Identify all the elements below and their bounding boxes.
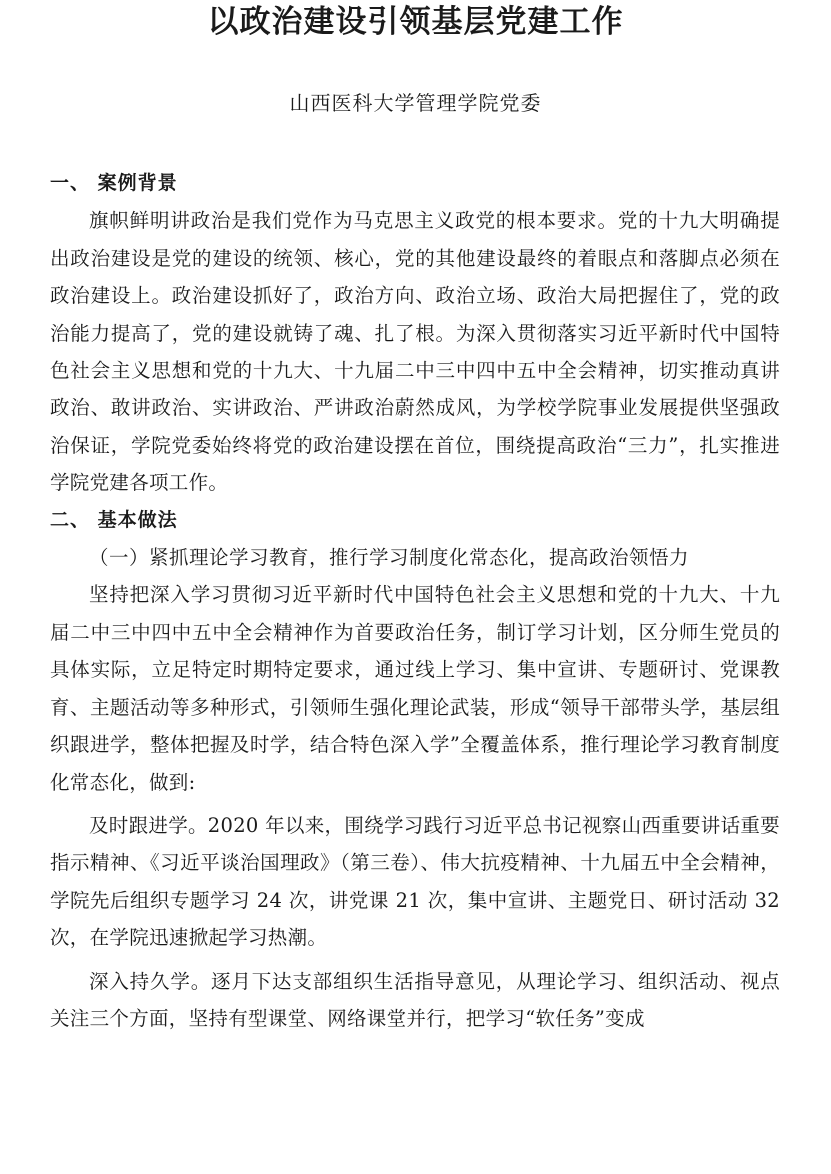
document-author: 山西医科大学管理学院党委 [289, 91, 542, 115]
practices-paragraph-3: 深入持久学。逐月下达支部组织生活指导意见，从理论学习、组织活动、视点关注三个方面，坚持有型课堂、网络课堂并行，把学习“软任务”变成 [50, 969, 780, 1030]
practices-paragraph-2: 及时跟进学。2020 年以来，围绕学习践行习近平总书记视察山西重要讲话重要指示精神、《习近平谈治国理政》（第三卷）、伟大抗疫精神、十九届五中全会精神，学院先后组织专题学习 24 次，讲党课 21 次，集中宣讲、主题党日、研讨活动 32 次，在学院迅速掀起学习热潮。 [50, 813, 780, 950]
document-body [50, 165, 780, 1037]
background-paragraph: 旗帜鲜明讲政治是我们党作为马克思主义政党的根本要求。党的十九大明确提出政治建设是党的建设的统领、核心，党的其他建设最终的着眼点和落脚点必须在政治建设上。政治建设抓好了，政治方向、政治立场、政治大局把握住了，党的政治能力提高了，党的建设就铸了魂、扎了根。为深入贯彻落实习近平新时代中国特色社会主义思想和党的十九大、十九届二中三中四中五中全会精神，切实推动真讲政治、敢讲政治、实讲政治、严讲政治蔚然成风，为学校学院事业发展提供坚强政治保证，学院党委始终将党的政治建设摆在首位，围绕提高政治“三力”，扎实推进学院党建各项工作。 [50, 209, 780, 495]
practices-paragraph-1: 坚持把深入学习贯彻习近平新时代中国特色社会主义思想和党的十九大、十九届二中三中四中五中全会精神作为首要政治任务，制订学习计划，区分师生党员的具体实际，立足特定时期特定要求，通过线上学习、集中宣讲、专题研讨、党课教育、主题活动等多种形式，引领师生强化理论武装，形成“领导干部带头学，基层组织跟进学，整体把握及时学，结合特色深入学”全覆盖体系，推行理论学习教育制度化常态化，做到: [50, 583, 780, 794]
document-title: 以政治建设引领基层党建工作 [207, 4, 624, 40]
section-heading-practices: 二、 基本做法 [50, 508, 178, 531]
subsection-heading-theory-study: （一）紧抓理论学习教育，推行学习制度化常态化，提高政治领悟力 [89, 546, 690, 570]
section-heading-background: 一、 案例背景 [50, 172, 178, 194]
